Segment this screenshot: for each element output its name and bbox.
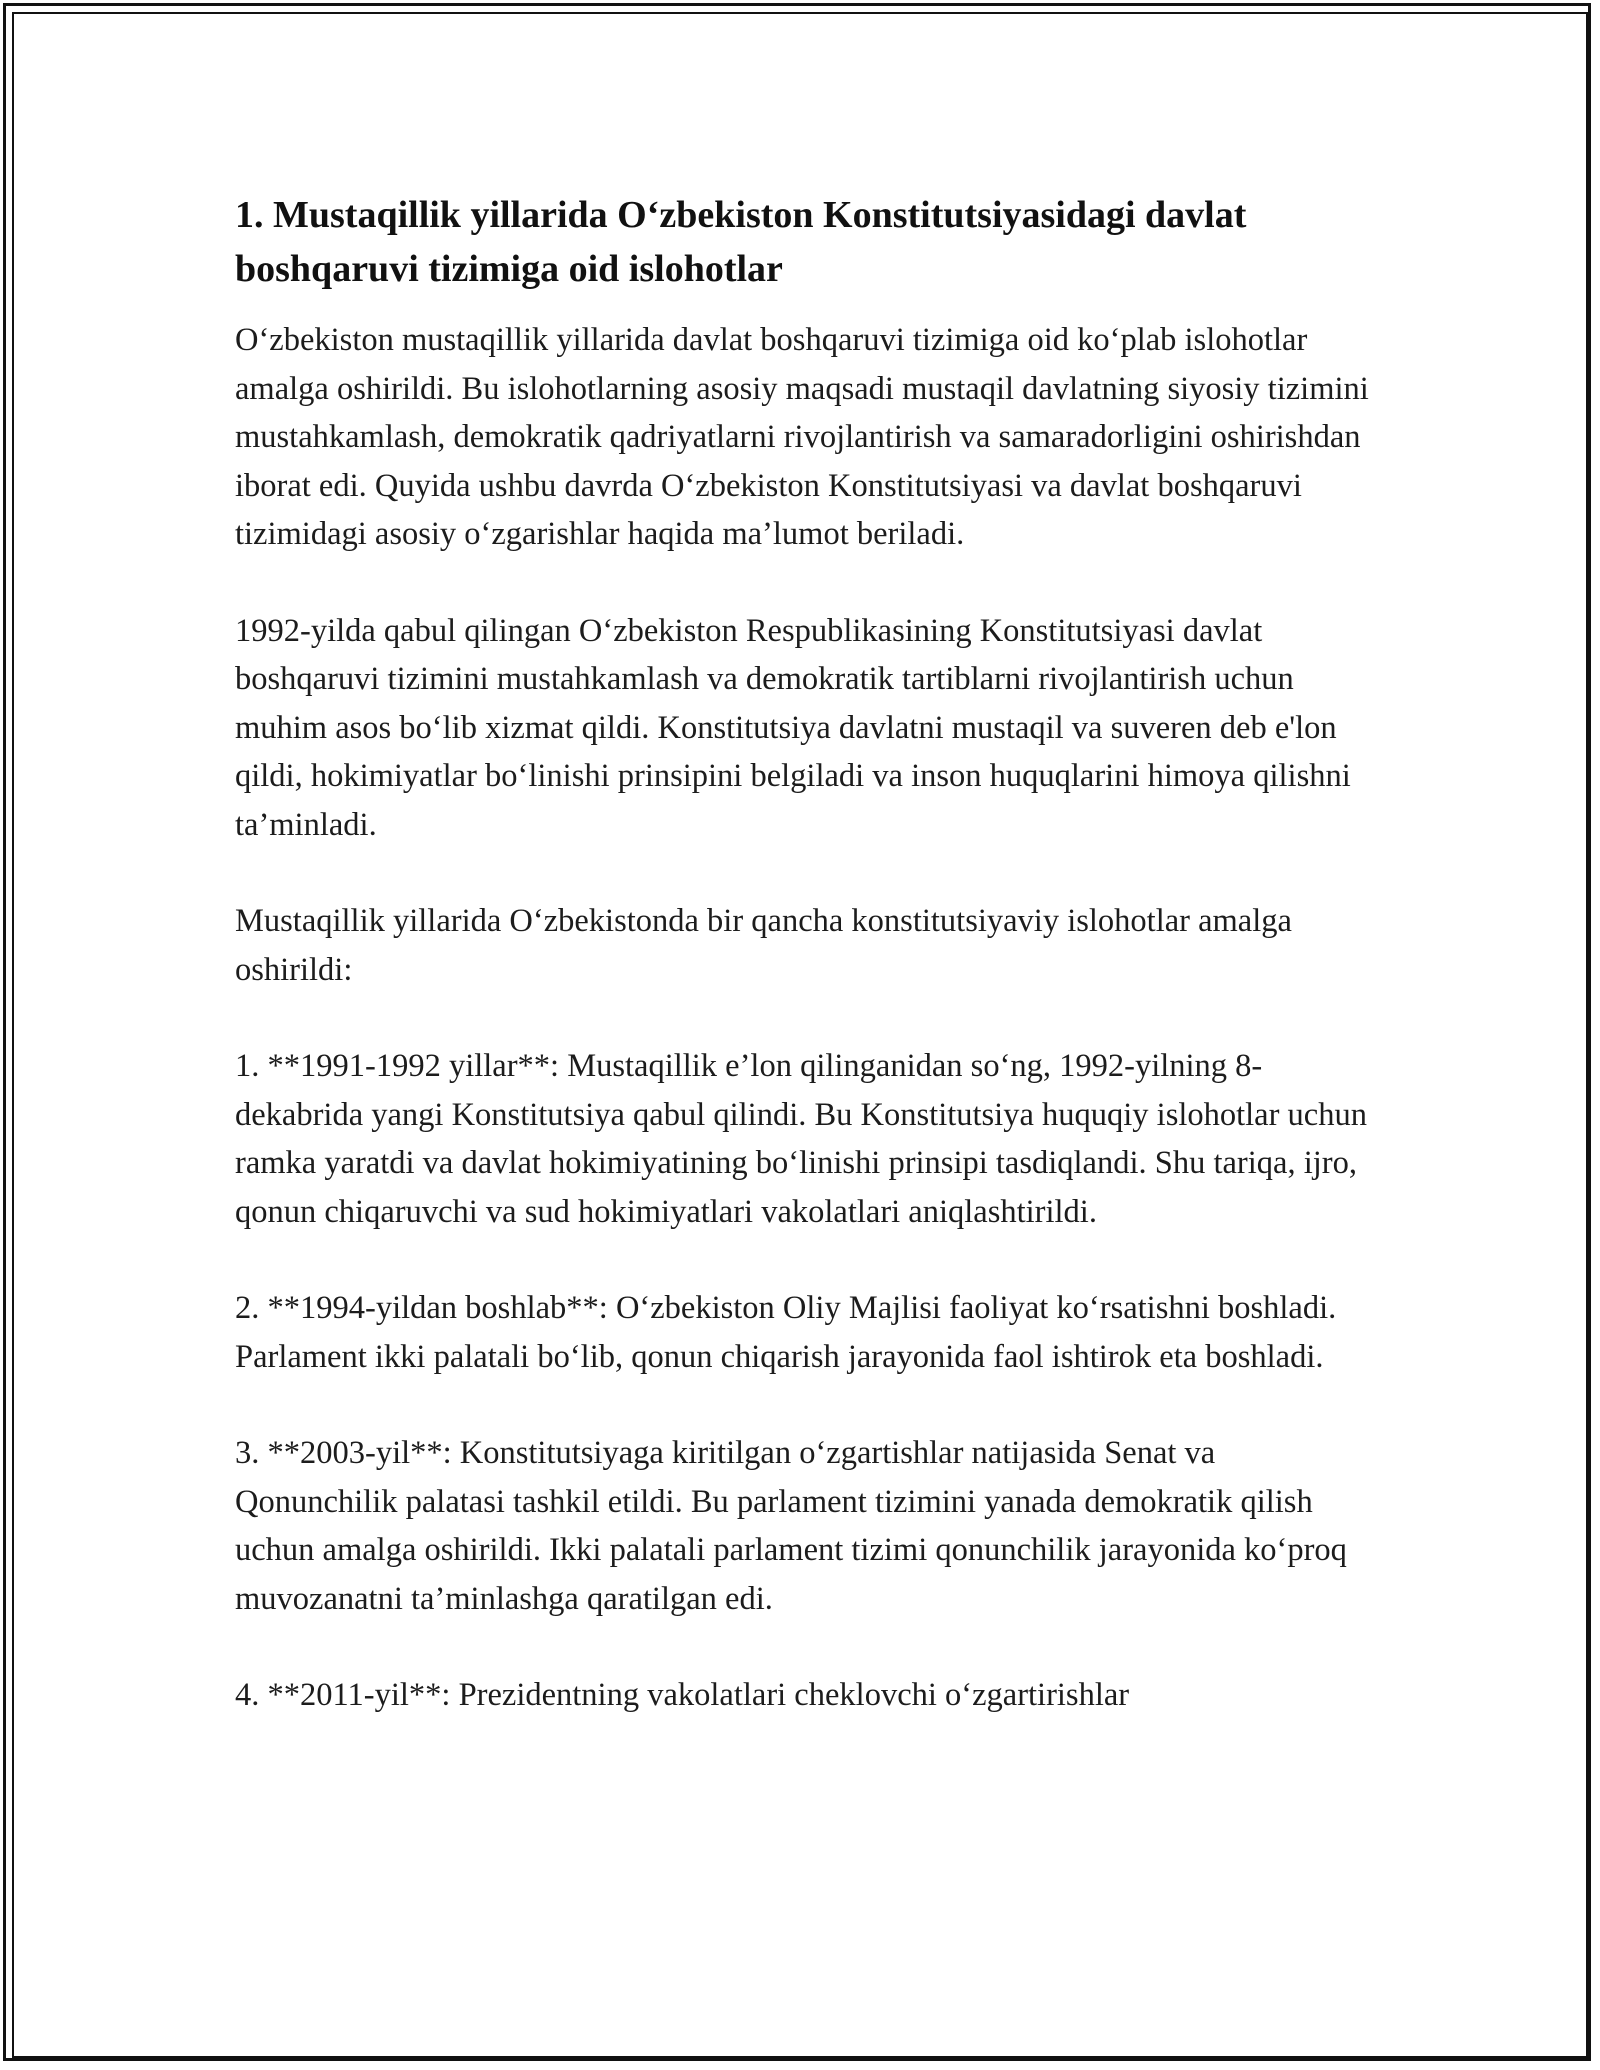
list-item-1994: 2. **1994-yildan boshlab**: O‘zbekiston Oliy Majlisi faoliyat ko‘rsatishni boshladi. Parlament ikki palatali bo‘lib, qonun chiqarish jarayonida faol ishtirok eta boshladi. — [235, 1290, 1337, 1375]
paragraph-intro: O‘zbekiston mustaqillik yillarida davlat boshqaruvi tizimiga oid ko‘plab islohotlar amalga oshirildi. Bu islohotlarning asosiy maqsadi mustaqil davlatning siyosiy tizimini mustahkamlash, demokratik qadriyatlarni rivojlantirish va samaradorligini oshirishdan iborat edi. Quyida ushbu davrda O‘zbekiston Konstitutsiyasi va davlat boshqaruvi tizimidagi asosiy o‘zgarishlar haqida ma’lumot beriladi. — [235, 322, 1369, 552]
paragraph-reforms-lead: Mustaqillik yillarida O‘zbekistonda bir qancha konstitutsiyaviy islohotlar amalga oshirildi: — [235, 903, 1292, 988]
document-title: 1. Mustaqillik yillarida O‘zbekiston Konstitutsiyasidagi davlat boshqaruvi tizimiga oid islohotlar — [235, 194, 1247, 290]
list-item-2011: 4. **2011-yil**: Prezidentning vakolatlari cheklovchi o‘zgartirishlar — [235, 1677, 1130, 1713]
list-item-2003: 3. **2003-yil**: Konstitutsiyaga kiritilgan o‘zgartishlar natijasida Senat va Qonunchilik palatasi tashkil etildi. Bu parlament tizimini yanada demokratik qilish uchun amalga oshirildi. Ikki palatali parlament tizimi qonunchilik jarayonida ko‘proq muvozanatni ta’minlashga qaratilgan edi. — [235, 1435, 1347, 1617]
paragraph-constitution-1992: 1992-yilda qabul qilingan O‘zbekiston Respublikasining Konstitutsiyasi davlat boshqaruvi tizimini mustahkamlash va demokratik tartiblarni rivojlantirish uchun muhim asos bo‘lib xizmat qildi. Konstitutsiya davlatni mustaqil va suveren deb e'lon qildi, hokimiyatlar bo‘linishi prinsipini belgiladi va inson huquqlarini himoya qilishni ta’minladi. — [235, 612, 1351, 843]
document-body — [235, 188, 1385, 1768]
list-item-1991-1992: 1. **1991-1992 yillar**: Mustaqillik e’lon qilinganidan so‘ng, 1992-yilning 8-dekabrida yangi Konstitutsiya qabul qilindi. Bu Konstitutsiya huquqiy islohotlar uchun ramka yaratdi va davlat hokimiyatining bo‘linishi prinsipi tasdiqlandi. Shu tariqa, ijro, qonun chiqaruvchi va sud hokimiyatlari vakolatlari aniqlashtirildi. — [235, 1048, 1367, 1230]
